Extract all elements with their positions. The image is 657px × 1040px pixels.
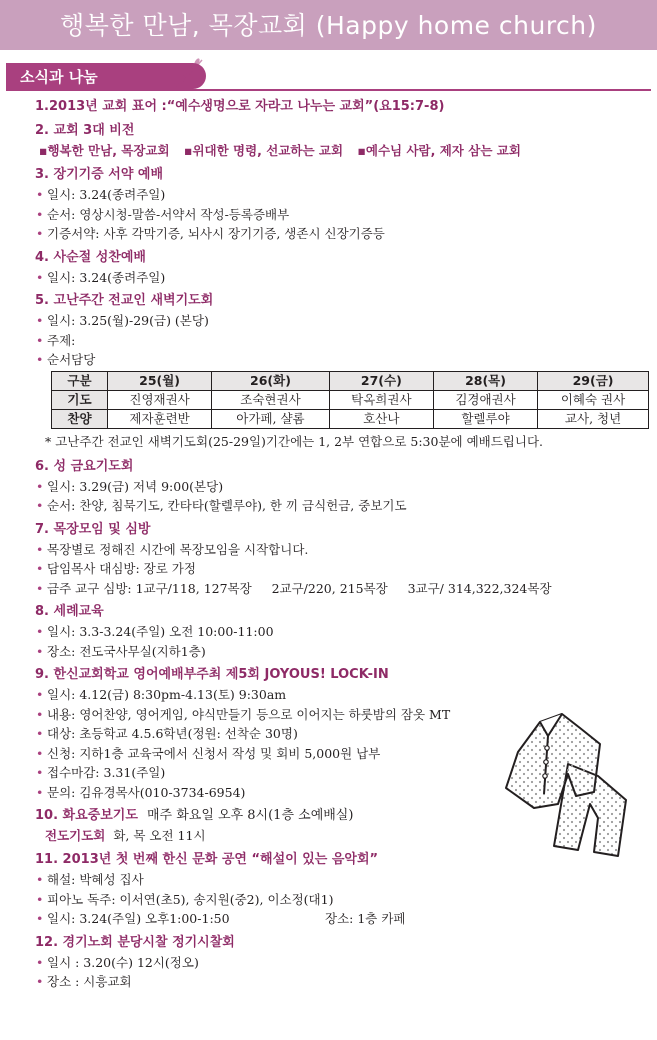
schedule-table: [51, 371, 649, 429]
header-banner: [0, 0, 657, 50]
list-item: • 일시: 3.29(금) 저녁 9:00(본당): [35, 477, 655, 497]
concert-place: 장소: 1층 카페: [325, 911, 406, 926]
list-item: • 순서: 영상시청-말씀-서약서 작성-등록증배부: [35, 205, 655, 225]
table-cell: 탁옥희권사: [329, 390, 433, 409]
list-item: • 피아노 독주: 이서연(초5), 송지원(중2), 이소정(대1): [35, 890, 655, 910]
table-cell: 진영재권사: [108, 390, 212, 409]
list-item: • 장소 : 시흥교회: [35, 972, 655, 992]
list-item: • 일시: 4.12(금) 8:30pm-4.13(토) 9:30am: [35, 685, 655, 705]
table-row: [52, 390, 649, 409]
list-item: • 신청: 지하1층 교육국에서 신청서 작성 및 회비 5,000원 납부: [35, 744, 655, 764]
table-row: [52, 409, 649, 428]
item-1-title: 1.2013년 교회 표어 :“예수생명으로 자라고 나누는 교회”(요15:7-8): [35, 99, 445, 114]
vision-2: ▪위대한 명령, 선교하는 교회: [183, 143, 344, 158]
pajamas-icon: [498, 700, 638, 860]
table-header: 27(수): [329, 371, 433, 390]
table-cell: 아가페, 샬롬: [212, 409, 330, 428]
list-item: • 목장별로 정해진 시간에 목장모임을 시작합니다.: [35, 540, 655, 560]
item-5-title: 5. 고난주간 전교인 새벽기도회: [35, 293, 214, 308]
table-header: 구분: [52, 371, 108, 390]
section-divider: [6, 89, 651, 91]
list-item: [35, 909, 655, 929]
list-item: • 일시: 3.3-3.24(주일) 오전 10:00-11:00: [35, 622, 655, 642]
item-12-title: 12. 경기노회 분당시찰 정기시찰회: [35, 934, 235, 950]
item-10-heading: 10. 화요중보기도: [35, 808, 138, 823]
list-item: • 일시: 3.24(종려주일): [35, 185, 655, 205]
table-header: 28(목): [433, 371, 537, 390]
banner-title: 행복한 만남, 목장교회 (Happy home church): [60, 11, 597, 40]
list-item: • 문의: 김유경목사(010-3734-6954): [35, 783, 655, 803]
item-10-sub-detail: 화, 목 오전 11시: [113, 828, 206, 843]
item-3-title: 3. 장기기증 서약 예배: [35, 167, 164, 182]
table-cell: 제자훈련반: [108, 409, 212, 428]
vision-list: [35, 141, 655, 161]
section-title: 소식과 나눔: [20, 68, 98, 86]
vision-1: ▪행복한 만남, 목장교회: [39, 143, 170, 158]
list-item: • 해설: 박혜성 집사: [35, 870, 655, 890]
list-item: • 금주 교구 심방: 1교구/118, 127목장 2교구/220, 215목장 3교구/ 314,322,324목장: [35, 579, 655, 599]
list-item: • 일시 : 3.20(수) 12시(정오): [35, 953, 655, 973]
list-item: • 내용: 영어찬양, 영어게임, 야식만들기 등으로 이어지는 하룻밤의 잠옷 MT: [35, 705, 655, 725]
table-header: 26(화): [212, 371, 330, 390]
item-10-detail: 매주 화요일 오후 8시(1층 소예배실): [146, 808, 354, 823]
list-item: • 일시: 3.24(종려주일): [35, 268, 655, 288]
list-item: • 접수마감: 3.31(주일): [35, 763, 655, 783]
schedule-note: * 고난주간 전교인 새벽기도회(25-29일)기간에는 1, 2부 연합으로 5:30분에 예배드립니다.: [45, 433, 543, 449]
item-2-title: 2. 교회 3대 비전: [35, 123, 135, 138]
list-item: • 장소: 전도국사무실(지하1층): [35, 642, 655, 662]
table-cell: 조숙현권사: [212, 390, 330, 409]
table-cell: 찬양: [52, 409, 108, 428]
list-item: • 담임목사 대심방: 장로 가정: [35, 559, 655, 579]
item-10-sub-heading: 전도기도회: [45, 828, 106, 843]
list-item: • 순서: 찬양, 침묵기도, 칸타타(할렐루야), 한 끼 금식헌금, 중보기도: [35, 496, 655, 516]
table-header: 29(금): [538, 371, 649, 390]
list-item: • 주제:: [35, 331, 655, 351]
item-9-title: 9. 한신교회학교 영어예배부주최 제5회 JOYOUS! LOCK-IN: [35, 667, 389, 682]
item-4-title: 4. 사순절 성찬예배: [35, 249, 146, 265]
table-header-row: [52, 371, 649, 390]
table-cell: 이혜숙 권사: [538, 390, 649, 409]
item-11-title: 11. 2013년 첫 번째 한신 문화 공연 “해설이 있는 음악회”: [35, 852, 379, 867]
table-header: 25(월): [108, 371, 212, 390]
list-item: • 순서담당: [35, 350, 655, 370]
list-item: • 일시: 3.25(월)-29(금) (본당): [35, 311, 655, 331]
table-cell: 김경애권사: [433, 390, 537, 409]
table-cell: 기도: [52, 390, 108, 409]
list-item: • 기증서약: 사후 각막기증, 뇌사시 장기기증, 생존시 신장기증등: [35, 224, 655, 244]
list-item: • 대상: 초등학교 4.5.6학년(정원: 선착순 30명): [35, 724, 655, 744]
table-cell: 교사, 청년: [538, 409, 649, 428]
vision-3: ▪예수님 사람, 제자 삼는 교회: [357, 143, 521, 158]
table-cell: 호산나: [329, 409, 433, 428]
leaf-sprig-icon: [168, 54, 208, 94]
item-7-title: 7. 목장모임 및 심방: [35, 521, 151, 537]
concert-time: 일시: 3.24(주일) 오후1:00-1:50: [47, 911, 230, 926]
item-8-title: 8. 세례교육: [35, 604, 104, 619]
item-6-title: 6. 성 금요기도회: [35, 458, 134, 474]
table-cell: 할렐루야: [433, 409, 537, 428]
